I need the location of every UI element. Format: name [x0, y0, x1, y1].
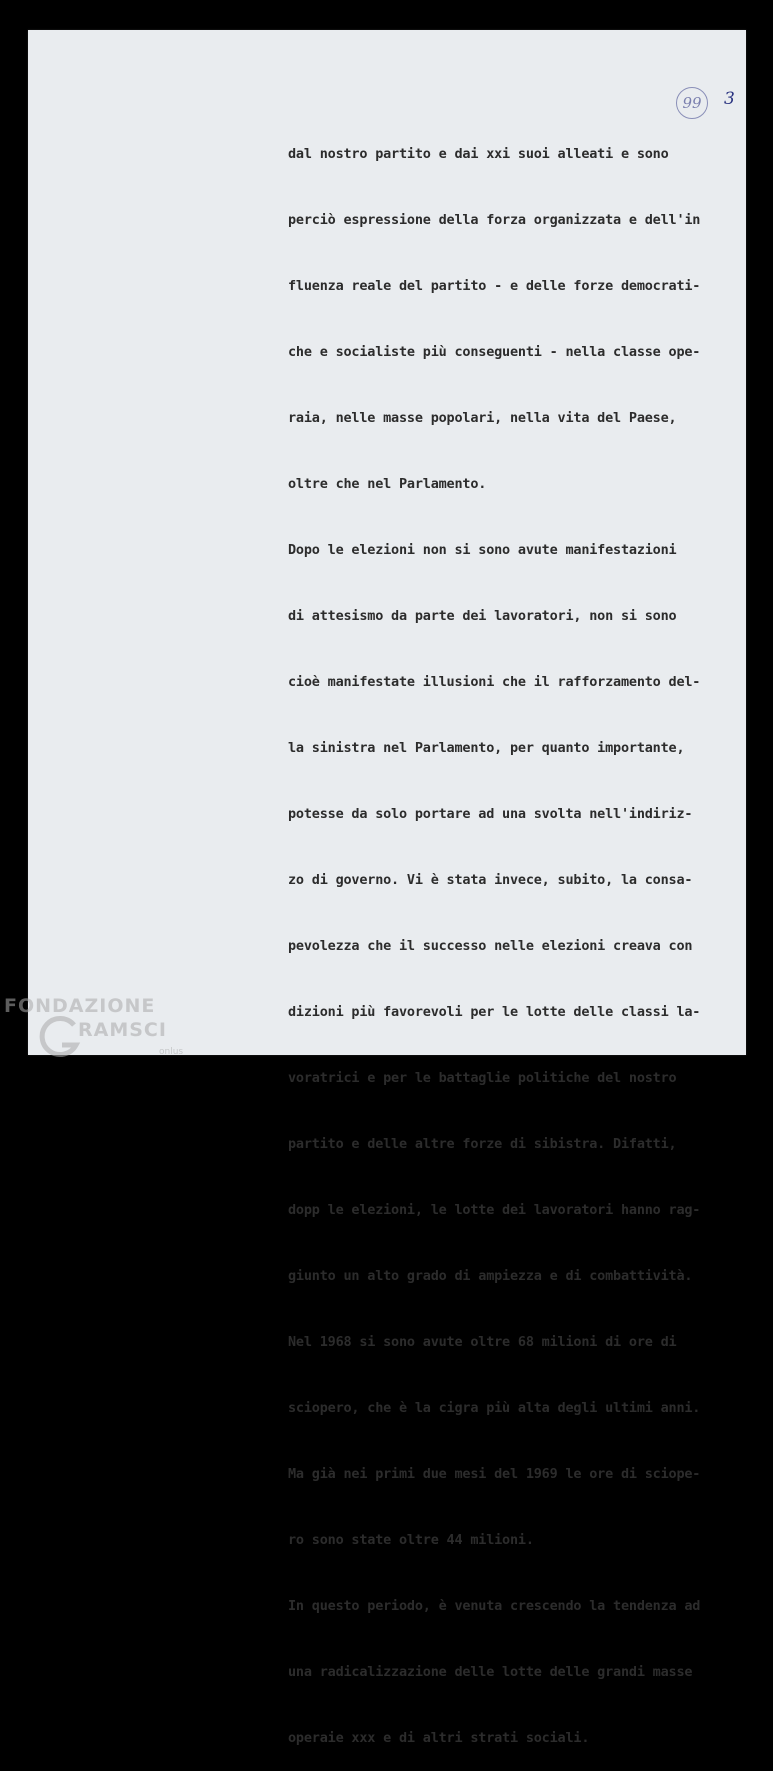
text-line: dal nostro partito e dai xxi suoi alleati e sono	[288, 146, 669, 162]
typescript-body	[288, 105, 738, 1771]
text-line: potesse da solo portare ad una svolta nell'indiriz-	[288, 806, 693, 822]
text-line: pevolezza che il successo nelle elezioni creava con	[288, 938, 693, 954]
text-line: una radicalizzazione delle lotte delle grandi masse	[288, 1664, 693, 1680]
gramsci-logo-icon	[36, 1015, 82, 1061]
fondazione-gramsci-watermark	[4, 995, 204, 1075]
text-line: Nel 1968 si sono avute oltre 68 milioni di ore di	[288, 1334, 677, 1350]
text-line: operaie xxx e di altri strati sociali.	[288, 1730, 590, 1746]
text-line: In questo periodo, è venuta crescendo la tendenza ad	[288, 1598, 701, 1614]
text-line: sciopero, che è la cigra più alta degli ultimi anni.	[288, 1400, 701, 1416]
text-line: perciò espressione della forza organizzata e dell'in	[288, 212, 701, 228]
text-line: voratrici e per le battaglie politiche del nostro	[288, 1070, 677, 1086]
text-line: dizioni più favorevoli per le lotte delle classi la-	[288, 1004, 701, 1020]
text-line: che e socialiste più conseguenti - nella classe ope-	[288, 344, 701, 360]
watermark-line3: onlus	[159, 1047, 184, 1057]
text-line: ro sono state oltre 44 milioni.	[288, 1532, 534, 1548]
watermark-line1: FONDAZIONE	[4, 995, 156, 1017]
text-line: oltre che nel Parlamento.	[288, 476, 487, 492]
text-line: giunto un alto grado di ampiezza e di combattività.	[288, 1268, 693, 1284]
page-number: 3	[724, 89, 735, 109]
text-line: fluenza reale del partito - e delle forze democrati-	[288, 278, 701, 294]
text-line: raia, nelle masse popolari, nella vita del Paese,	[288, 410, 677, 426]
text-line: cioè manifestate illusioni che il rafforzamento del-	[288, 674, 701, 690]
archive-number-circled: 99	[676, 87, 708, 119]
text-line: dopp le elezioni, le lotte dei lavoratori hanno rag-	[288, 1202, 701, 1218]
text-line: di attesismo da parte dei lavoratori, non si sono	[288, 608, 677, 624]
text-line: la sinistra nel Parlamento, per quanto importante,	[288, 740, 685, 756]
text-line: partito e delle altre forze di sibistra. Difatti,	[288, 1136, 677, 1152]
text-line: Dopo le elezioni non si sono avute manifestazioni	[288, 542, 677, 558]
watermark-line2: RAMSCI	[78, 1019, 167, 1041]
text-line: Ma già nei primi due mesi del 1969 le ore di sciope-	[288, 1466, 701, 1482]
text-line: zo di governo. Vi è stata invece, subito, la consa-	[288, 872, 693, 888]
